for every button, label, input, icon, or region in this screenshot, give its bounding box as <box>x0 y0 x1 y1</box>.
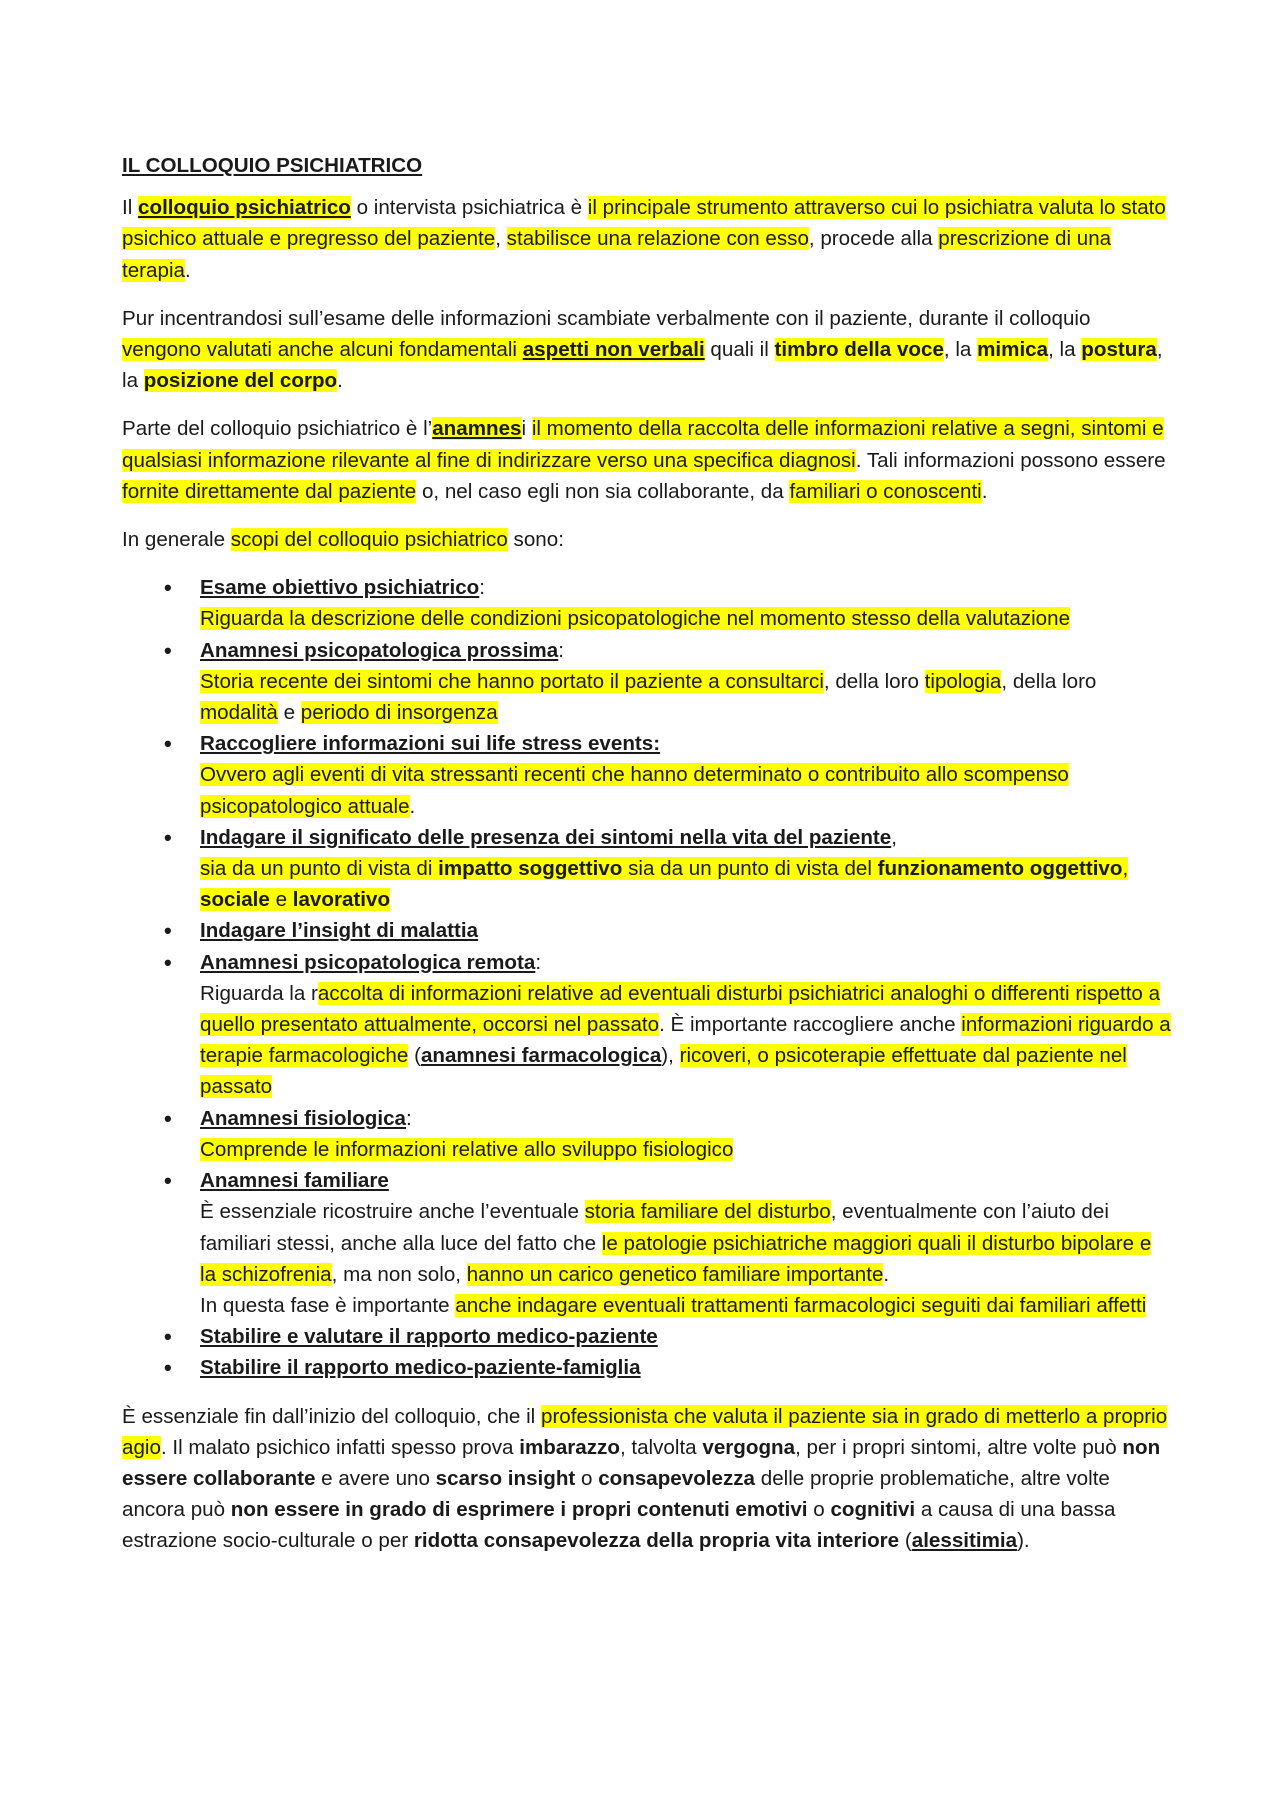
scopi-bullet-list <box>122 572 1172 1383</box>
text-run: e <box>277 701 301 725</box>
highlighted-text: Storia recente dei sintomi che hanno portato il paziente a consultarci <box>200 669 824 693</box>
text-run: : <box>535 950 542 974</box>
text-run: È essenziale ricostruire anche l’eventuale <box>200 1200 585 1224</box>
highlighted-text: posizione del corpo <box>143 369 338 393</box>
bullet-anamnesi-prossima <box>122 635 1172 729</box>
highlighted-text: vengono valutati anche alcuni fondamentali <box>122 338 523 362</box>
text-run: a causa di una bassa estrazione socio-culturale o per <box>122 1498 1116 1553</box>
text-run: i <box>521 417 532 441</box>
text-run: ). <box>1017 1529 1030 1553</box>
bullet-rapporto-medico-paziente <box>122 1321 1172 1352</box>
paragraph-intro <box>122 192 1172 286</box>
text-run: : <box>479 576 485 600</box>
text-run: o <box>807 1498 831 1522</box>
text-run: ), <box>661 1044 680 1068</box>
highlighted-text: sociale <box>200 888 270 912</box>
text-run: In questa fase è importante <box>200 1293 456 1317</box>
text-run: o, nel caso egli non sia collaborante, da <box>416 479 790 503</box>
bold-text: Anamnesi psicopatologica remota <box>200 950 536 974</box>
highlighted-text: Riguarda la descrizione delle condizioni psicopatologiche nel momento stesso della valutazione <box>200 607 1071 631</box>
bullet-anamnesi-remota <box>122 947 1172 1103</box>
bullet-esame-obiettivo <box>122 572 1172 634</box>
highlighted-text: il momento della raccolta delle informazioni relative a segni, sintomi e qualsiasi informazione rilevante al fine di indirizzare verso una specifica diagnosi <box>122 417 1164 472</box>
paragraph-closing <box>122 1401 1172 1557</box>
text-run: Il <box>122 196 139 220</box>
text-run: Riguarda la r <box>200 981 318 1005</box>
text-run: . <box>337 369 343 393</box>
text-run: , della loro <box>1001 669 1097 693</box>
highlighted-text: scopi del colloquio psichiatrico <box>230 528 508 552</box>
highlighted-text: colloquio psichiatrico <box>138 196 351 220</box>
highlighted-text: Comprende le informazioni relative allo sviluppo fisiologico <box>200 1137 734 1161</box>
bold-text: non essere collaborante <box>122 1435 1161 1490</box>
highlighted-text: stabilisce una relazione con esso <box>506 227 809 251</box>
text-run: quali il <box>704 338 775 362</box>
highlighted-text: fornite direttamente dal paziente <box>122 479 417 503</box>
highlighted-text: accolta di informazioni relative ad eventuali disturbi psichiatrici analoghi o differenti rispetto a quello presentato attualmente, occorsi nel passato <box>200 981 1161 1037</box>
highlighted-text: impatto soggettivo <box>438 857 623 881</box>
highlighted-text: timbro della voce <box>774 338 944 362</box>
bold-text: non essere in grado di esprimere i propri contenuti emotivi <box>230 1498 808 1522</box>
bullet-rapporto-famiglia <box>122 1352 1172 1383</box>
document-body <box>122 150 1172 1574</box>
text-run: In generale <box>122 528 231 552</box>
text-run: , ma non solo, <box>331 1262 467 1286</box>
highlighted-text: professionista che valuta il paziente sia in grado di metterlo a proprio agio <box>122 1404 1168 1459</box>
bold-text: Stabilire e valutare il rapporto medico-paziente <box>200 1325 658 1349</box>
paragraph-nonverbal <box>122 303 1172 397</box>
text-run: : <box>558 638 564 662</box>
bold-text: Indagare l’insight di malattia <box>200 919 479 943</box>
bold-text: imbarazzo <box>519 1435 620 1459</box>
highlighted-text: le patologie psichiatriche maggiori quali il disturbo bipolare e la schizofrenia <box>200 1231 1152 1286</box>
bullet-significato-sintomi <box>122 822 1172 916</box>
bold-text: Anamnesi psicopatologica prossima <box>200 638 559 662</box>
text-run: . <box>184 258 191 282</box>
text-run: , talvolta <box>619 1435 703 1459</box>
bold-text: Anamnesi familiare <box>200 1169 389 1193</box>
text-run: . <box>409 794 416 818</box>
highlighted-text: familiari o conoscenti <box>789 479 982 503</box>
highlighted-text: postura <box>1081 338 1157 362</box>
text-run: . Il malato psichico infatti spesso prova <box>160 1435 520 1459</box>
paragraph-scopi <box>122 524 1172 555</box>
text-run: . Tali informazioni possono essere <box>855 448 1166 472</box>
bold-text: Anamnesi fisiologica <box>200 1106 406 1130</box>
bold-text: Esame obiettivo psichiatrico <box>200 576 480 600</box>
bullet-insight <box>122 915 1172 946</box>
text-run: o intervista psichiatrica è <box>350 196 588 220</box>
highlighted-text: prescrizione di una terapia <box>122 227 1112 282</box>
highlighted-text: sia da un punto di vista di <box>200 857 439 881</box>
text-run: , <box>495 227 507 251</box>
bold-text: vergogna <box>702 1435 796 1459</box>
highlighted-text: Ovvero agli eventi di vita stressanti recenti che hanno determinato o contribuito allo scompenso psicopatologico attuale <box>200 763 1069 818</box>
text-run: , della loro <box>823 669 925 693</box>
bold-text: anamnesi farmacologica <box>420 1044 662 1068</box>
bold-text: Indagare il significato delle presenza dei sintomi nella vita del paziente <box>200 825 892 849</box>
highlighted-text: il principale strumento attraverso cui lo psichiatra valuta lo stato psichico attuale e pregresso del paziente <box>122 196 1166 251</box>
highlighted-text: storia familiare del disturbo <box>584 1200 831 1224</box>
bold-text: Raccogliere informazioni sui life stress events: <box>200 732 661 756</box>
text-run: , procede alla <box>808 227 939 251</box>
text-run: , per i propri sintomi, altre volte può <box>795 1435 1123 1459</box>
bullet-life-stress-events <box>122 728 1172 822</box>
bold-text: scarso insight <box>435 1466 576 1490</box>
text-run: , la <box>1048 338 1082 362</box>
highlighted-text: e <box>269 888 293 912</box>
highlighted-text: periodo di insorgenza <box>300 701 498 725</box>
text-run: sono: <box>507 528 564 552</box>
text-run: , eventualmente con l’aiuto dei familiari stessi, anche alla luce del fatto che <box>200 1200 1109 1255</box>
text-run: È essenziale fin dall’inizio del colloquio, che il <box>122 1404 541 1428</box>
text-run: , la <box>122 338 1163 393</box>
text-run: , <box>891 825 897 849</box>
highlighted-text: funzionamento oggettivo <box>877 857 1123 881</box>
bold-text: consapevolezza <box>598 1466 756 1490</box>
paragraph-anamnesi <box>122 413 1172 507</box>
bold-text: alessitimia <box>911 1529 1018 1553</box>
text-run: . <box>981 479 988 503</box>
text-run: ( <box>408 1044 421 1068</box>
highlighted-text: anche indagare eventuali trattamenti farmacologici seguiti dai familiari affetti <box>455 1293 1147 1317</box>
bullet-anamnesi-fisiologica <box>122 1103 1172 1165</box>
bullet-anamnesi-familiare <box>122 1165 1172 1321</box>
text-run: Parte del colloquio psichiatrico è l’ <box>122 417 433 441</box>
text-run: , la <box>943 338 978 362</box>
highlighted-text: mimica <box>977 338 1049 362</box>
highlighted-text: hanno un carico genetico familiare importante <box>466 1262 884 1286</box>
text-run: o <box>575 1466 599 1490</box>
highlighted-text: tipologia <box>924 669 1002 693</box>
highlighted-text: informazioni riguardo a terapie farmacologiche <box>200 1013 1171 1068</box>
document-title: IL COLLOQUIO PSICHIATRICO <box>122 154 423 177</box>
highlighted-text: , <box>1122 857 1129 881</box>
highlighted-text: modalità <box>200 701 278 725</box>
highlighted-text: lavorativo <box>292 888 391 912</box>
text-run: delle proprie problematiche, altre volte ancora può <box>122 1466 1110 1522</box>
highlighted-text: aspetti non verbali <box>522 338 705 362</box>
text-run: . <box>883 1262 890 1286</box>
highlighted-text: anamnes <box>432 417 522 441</box>
text-run: e avere uno <box>315 1466 436 1490</box>
highlighted-text: sia da un punto di vista del <box>622 857 878 881</box>
bold-text: Stabilire il rapporto medico-paziente-famiglia <box>200 1356 641 1380</box>
bold-text: cognitivi <box>830 1498 916 1522</box>
text-run: : <box>406 1106 412 1130</box>
text-run: . È importante raccogliere anche <box>659 1013 962 1037</box>
text-run: Pur incentrandosi sull’esame delle informazioni scambiate verbalmente con il paziente, durante il colloquio <box>122 306 1091 330</box>
text-run: ( <box>899 1529 912 1553</box>
highlighted-text: ricoveri, o psicoterapie effettuate dal paziente nel passato <box>200 1044 1127 1099</box>
bold-text: ridotta consapevolezza della propria vita interiore <box>413 1529 900 1553</box>
